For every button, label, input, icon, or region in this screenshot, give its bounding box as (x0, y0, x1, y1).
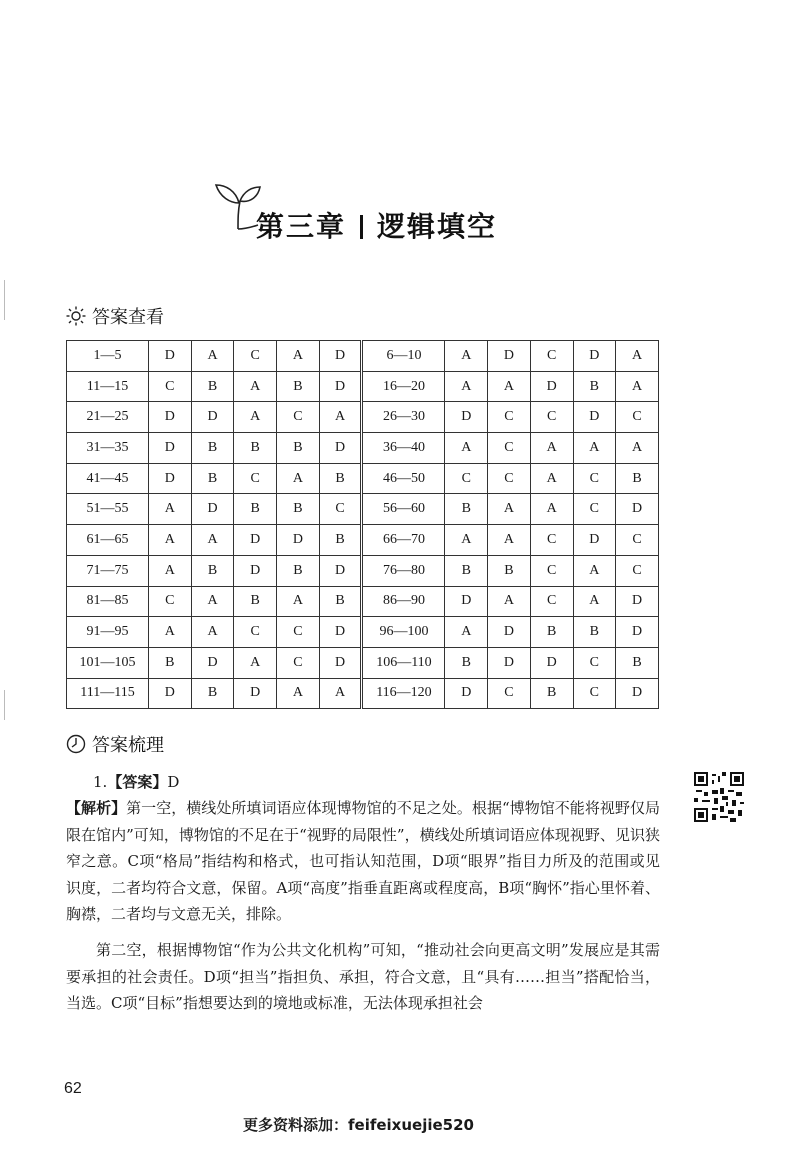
answer-cell: A (573, 586, 616, 617)
answer-cell: A (149, 555, 192, 586)
answer-row (67, 494, 659, 525)
answer-cell: D (530, 371, 573, 402)
scan-edge-mark (4, 280, 5, 320)
answer-cell: D (149, 678, 192, 709)
analysis-paragraph-1 (66, 795, 660, 928)
answer-cell: B (191, 463, 234, 494)
answer-cell: B (191, 555, 234, 586)
question-range: 1—5 (67, 341, 149, 372)
clock-icon (66, 734, 86, 754)
answer-cell: A (573, 433, 616, 464)
question-range: 31—35 (67, 433, 149, 464)
answer-cell: C (530, 555, 573, 586)
answer-cell: B (445, 647, 488, 678)
answer-cell: C (530, 341, 573, 372)
answer-cell: D (616, 494, 659, 525)
answer-row (67, 678, 659, 709)
answer-cell: B (616, 647, 659, 678)
answer-value: D (167, 773, 180, 791)
explanation-section-heading (66, 731, 164, 757)
answer-cell: D (191, 494, 234, 525)
question-range: 91—95 (67, 617, 149, 648)
answer-cell: C (234, 617, 277, 648)
answer-cell: D (319, 433, 362, 464)
answer-row (67, 586, 659, 617)
answer-cell: B (277, 555, 320, 586)
answer-cell: A (149, 494, 192, 525)
answer-cell: C (573, 463, 616, 494)
answer-cell: A (234, 371, 277, 402)
answer-row (67, 463, 659, 494)
answer-row (67, 525, 659, 556)
answer-cell: D (149, 341, 192, 372)
scan-edge-mark (4, 690, 5, 720)
answers-section-heading (66, 303, 164, 329)
answer-cell: D (234, 678, 277, 709)
question-range: 111—115 (67, 678, 149, 709)
chapter-name: 逻辑填空 (377, 210, 498, 243)
answer-cell: A (616, 341, 659, 372)
answer-cell: D (149, 463, 192, 494)
question-range: 71—75 (67, 555, 149, 586)
answer-cell: B (234, 433, 277, 464)
answer-cell: D (319, 617, 362, 648)
answer-cell: C (530, 525, 573, 556)
answer-cell: A (319, 402, 362, 433)
answer-cell: D (277, 525, 320, 556)
qr-code-icon (694, 772, 744, 822)
question-range: 46—50 (362, 463, 445, 494)
answer-cell: C (616, 525, 659, 556)
answer-cell: D (234, 555, 277, 586)
question-range: 86—90 (362, 586, 445, 617)
answer-cell: C (319, 494, 362, 525)
answer-table (66, 340, 659, 709)
answer-cell: A (234, 647, 277, 678)
answer-row (67, 402, 659, 433)
answer-cell: C (530, 586, 573, 617)
answer-cell: D (616, 617, 659, 648)
answer-cell: A (488, 586, 531, 617)
answer-row (67, 617, 659, 648)
answer-cell: B (277, 494, 320, 525)
answer-cell: D (445, 678, 488, 709)
answer-cell: B (530, 617, 573, 648)
answer-cell: B (319, 525, 362, 556)
answer-cell: B (319, 586, 362, 617)
explanation-heading-text: 答案梳理 (92, 735, 164, 756)
answer-cell: C (488, 433, 531, 464)
question-range: 21—25 (67, 402, 149, 433)
answer-cell: A (277, 678, 320, 709)
question-range: 96—100 (362, 617, 445, 648)
question-range: 51—55 (67, 494, 149, 525)
question-range: 11—15 (67, 371, 149, 402)
answer-cell: A (277, 341, 320, 372)
answer-cell: A (488, 525, 531, 556)
answer-cell: B (573, 617, 616, 648)
answer-cell: A (191, 617, 234, 648)
answer-cell: C (488, 402, 531, 433)
answer-cell: B (191, 678, 234, 709)
analysis-label: 【解析】 (66, 799, 127, 817)
question-range: 6—10 (362, 341, 445, 372)
sprout-icon (208, 181, 262, 231)
answer-cell: A (488, 371, 531, 402)
answer-cell: A (616, 433, 659, 464)
answer-cell: A (488, 494, 531, 525)
answer-cell: A (319, 678, 362, 709)
question-range: 101—105 (67, 647, 149, 678)
answer-cell: A (149, 617, 192, 648)
question-range: 116—120 (362, 678, 445, 709)
answer-cell: C (149, 586, 192, 617)
answer-cell: B (277, 371, 320, 402)
answer-cell: C (445, 463, 488, 494)
answer-cell: C (488, 463, 531, 494)
answers-heading-text: 答案查看 (92, 307, 164, 328)
answer-cell: C (277, 402, 320, 433)
answer-cell: B (530, 678, 573, 709)
answer-cell: B (445, 555, 488, 586)
answer-cell: B (234, 494, 277, 525)
answer-cell: A (616, 371, 659, 402)
answer-cell: B (488, 555, 531, 586)
answer-label: 【答案】 (107, 773, 168, 791)
sun-icon (66, 306, 86, 326)
answer-cell: D (488, 341, 531, 372)
answer-cell: C (234, 341, 277, 372)
question-range: 56—60 (362, 494, 445, 525)
answer-cell: C (277, 617, 320, 648)
answer-cell: B (319, 463, 362, 494)
answer-cell: A (234, 402, 277, 433)
answer-cell: A (445, 617, 488, 648)
chapter-number: 第三章 (256, 210, 347, 243)
answer-cell: D (573, 341, 616, 372)
answer-cell: A (445, 341, 488, 372)
answer-cell: B (191, 371, 234, 402)
answer-cell: C (573, 678, 616, 709)
question-range: 106—110 (362, 647, 445, 678)
answer-cell: D (616, 678, 659, 709)
answer-cell: D (319, 647, 362, 678)
answer-cell: D (319, 555, 362, 586)
answer-cell: A (445, 371, 488, 402)
item-number: 1. (93, 773, 108, 791)
answer-cell: D (573, 402, 616, 433)
answer-row (67, 555, 659, 586)
answer-cell: D (191, 402, 234, 433)
answer-cell: D (319, 371, 362, 402)
question-range: 81—85 (67, 586, 149, 617)
question-range: 41—45 (67, 463, 149, 494)
answer-row (67, 433, 659, 464)
answer-cell: B (277, 433, 320, 464)
answer-cell: A (191, 525, 234, 556)
answer-cell: D (573, 525, 616, 556)
answer-cell: C (573, 647, 616, 678)
answer-cell: C (234, 463, 277, 494)
title-divider (360, 215, 363, 239)
answer-line (93, 769, 179, 796)
answer-cell: C (616, 555, 659, 586)
answer-cell: D (149, 402, 192, 433)
answer-cell: B (616, 463, 659, 494)
answer-cell: C (616, 402, 659, 433)
answer-cell: D (488, 617, 531, 648)
analysis-text-1: 第一空，横线处所填词语应体现博物馆的不足之处。根据“博物馆不能将视野仅局限在馆内”可知，博物馆的不足在于“视野的局限性”，横线处所填词语应体现视野、见识狭窄之意。C项“格局”指结构和格式，也可指认知范围，D项“眼界”指目力所及的范围或见识度，二者均符合文意，保留。A项“高度”指垂直距离或程度高，B项“胸怀”指心里怀着、胸襟，二者均与文意无关，排除。 (66, 799, 660, 923)
answer-cell: A (191, 341, 234, 372)
question-range: 36—40 (362, 433, 445, 464)
answer-cell: C (149, 371, 192, 402)
question-range: 66—70 (362, 525, 445, 556)
answer-cell: C (573, 494, 616, 525)
answer-cell: D (445, 402, 488, 433)
answer-cell: A (277, 586, 320, 617)
answer-cell: D (530, 647, 573, 678)
answer-cell: A (149, 525, 192, 556)
answer-row (67, 341, 659, 372)
answer-cell: D (445, 586, 488, 617)
answer-cell: D (191, 647, 234, 678)
answer-cell: A (445, 433, 488, 464)
answer-cell: B (573, 371, 616, 402)
answer-cell: B (445, 494, 488, 525)
answer-cell: A (277, 463, 320, 494)
answer-cell: D (149, 433, 192, 464)
answer-cell: B (234, 586, 277, 617)
answer-cell: A (530, 433, 573, 464)
answer-cell: A (573, 555, 616, 586)
footer-note: 更多资料添加：feifeixuejie520 (243, 1116, 474, 1134)
answer-cell: D (234, 525, 277, 556)
question-range: 61—65 (67, 525, 149, 556)
answer-cell: A (445, 525, 488, 556)
answer-cell: C (488, 678, 531, 709)
answer-cell: D (488, 647, 531, 678)
answer-cell: D (616, 586, 659, 617)
answer-cell: A (191, 586, 234, 617)
answer-cell: C (277, 647, 320, 678)
analysis-paragraph-2: 第二空，根据博物馆“作为公共文化机构”可知，“推动社会向更高文明”发展应是其需要承担的社会责任。D项“担当”指担负、承担，符合文意，且“具有……担当”搭配恰当，当选。C项“目标”指想要达到的境地或标准，无法体现承担社会 (66, 941, 660, 1012)
answer-cell: A (530, 494, 573, 525)
answer-cell: B (191, 433, 234, 464)
chapter-title (256, 205, 497, 245)
answer-row (67, 371, 659, 402)
question-range: 76—80 (362, 555, 445, 586)
answer-cell: D (319, 341, 362, 372)
answer-row (67, 647, 659, 678)
question-range: 16—20 (362, 371, 445, 402)
answer-cell: A (530, 463, 573, 494)
page-number: 62 (64, 1080, 82, 1097)
question-range: 26—30 (362, 402, 445, 433)
answer-cell: B (149, 647, 192, 678)
answer-cell: C (530, 402, 573, 433)
